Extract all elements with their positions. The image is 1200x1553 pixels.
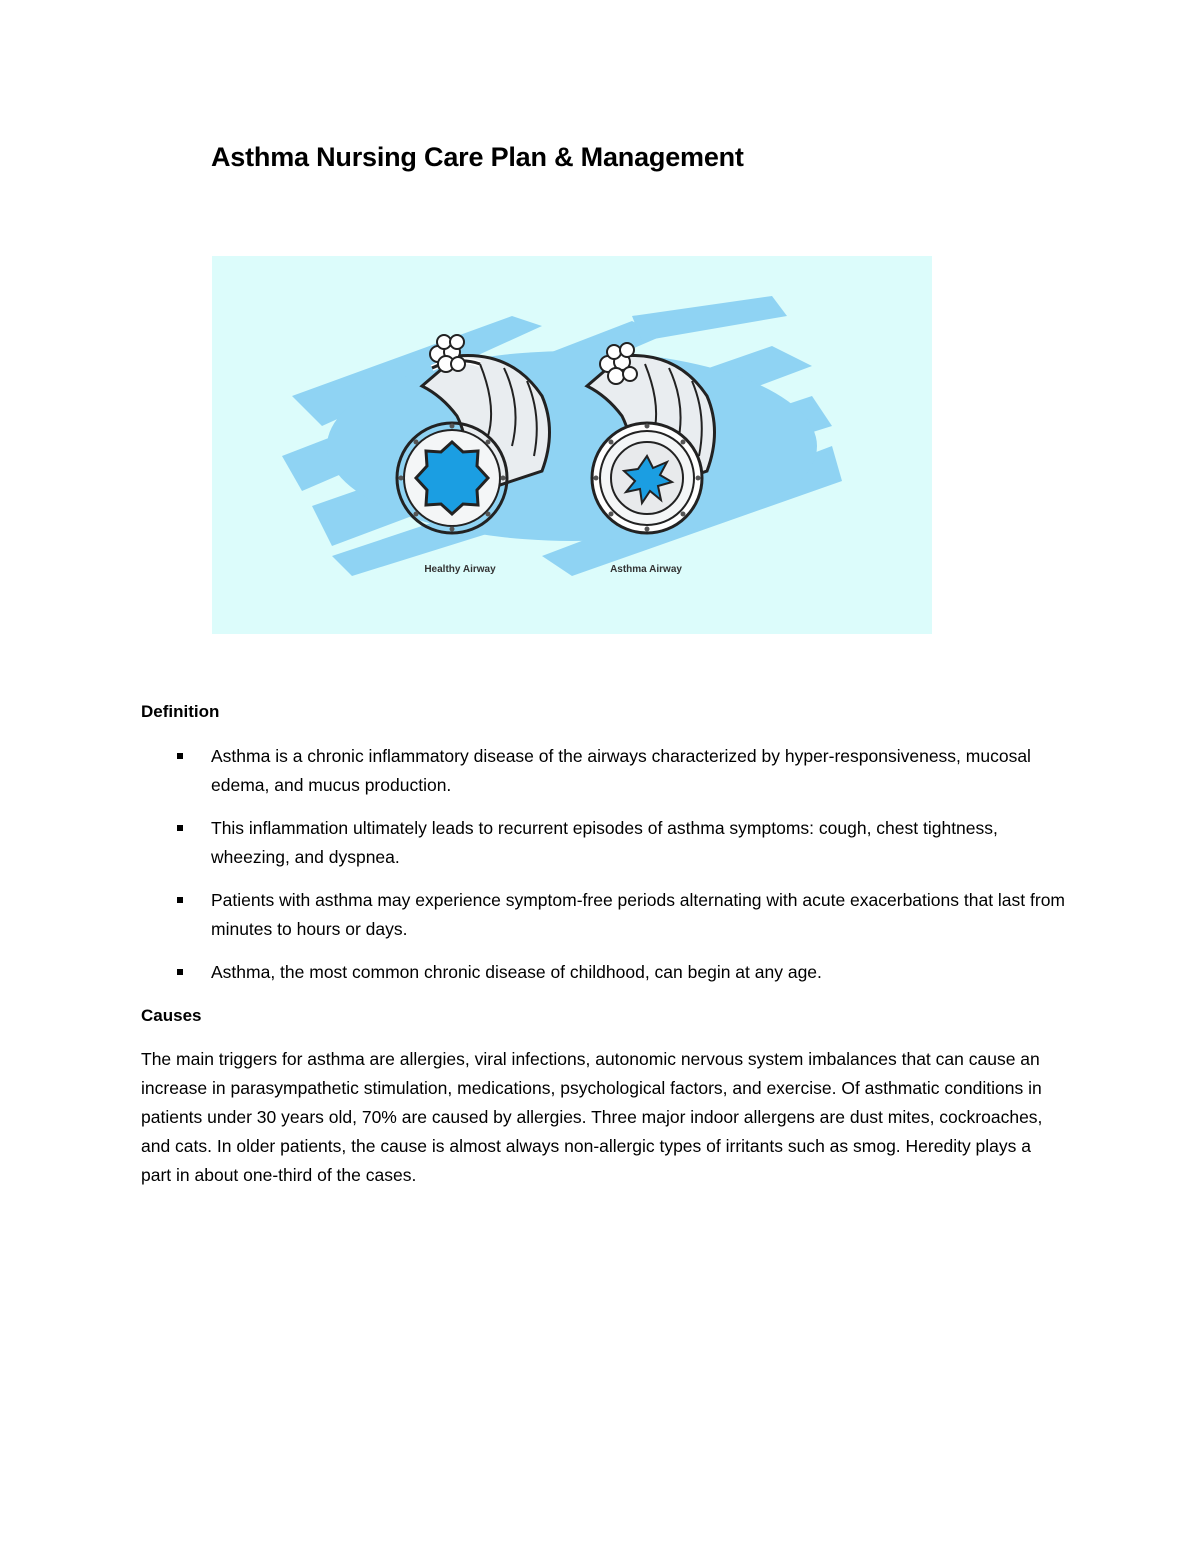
causes-heading: Causes	[141, 1006, 202, 1025]
bullet-text: Asthma is a chronic inflammatory disease of the airways characterized by hyper-responsiveness, mucosal edema, and mucus production.	[211, 746, 1031, 795]
bullet-marker	[177, 825, 183, 831]
list-item	[141, 958, 1081, 987]
brush-strokes	[282, 296, 842, 576]
bullet-marker	[177, 969, 183, 975]
definition-heading: Definition	[141, 702, 220, 721]
list-item	[141, 742, 1081, 799]
bullet-text: This inflammation ultimately leads to recurrent episodes of asthma symptoms: cough, chest tightness, wheezing, and dyspnea.	[211, 818, 998, 867]
asthma-airway-label: Asthma Airway	[610, 564, 682, 575]
page-title: Asthma Nursing Care Plan & Management	[211, 142, 744, 172]
bullet-marker	[177, 753, 183, 759]
bullet-text: Patients with asthma may experience symptom-free periods alternating with acute exacerbations that last from minutes to hours or days.	[211, 890, 1066, 939]
list-item	[141, 814, 1081, 871]
airway-illustration	[212, 256, 932, 634]
bullet-text: Asthma, the most common chronic disease of childhood, can begin at any age.	[211, 962, 822, 982]
definition-list	[141, 742, 1081, 1002]
healthy-airway-label: Healthy Airway	[424, 564, 496, 575]
bullet-marker	[177, 897, 183, 903]
causes-paragraph: The main triggers for asthma are allergies, viral infections, autonomic nervous system imbalances that can cause an increase in parasympathetic stimulation, medications, psychological factors, and exercise. Of asthmatic conditions in patients under 30 years old, 70% are caused by allergies. Three major indoor allergens are dust mites, cockroaches, and cats. In older patients, the cause is almost always non-allergic types of irritants such as smog. Heredity plays a part in about one-third of the cases.	[141, 1049, 1043, 1185]
list-item	[141, 886, 1081, 943]
airway-diagram	[212, 256, 932, 634]
